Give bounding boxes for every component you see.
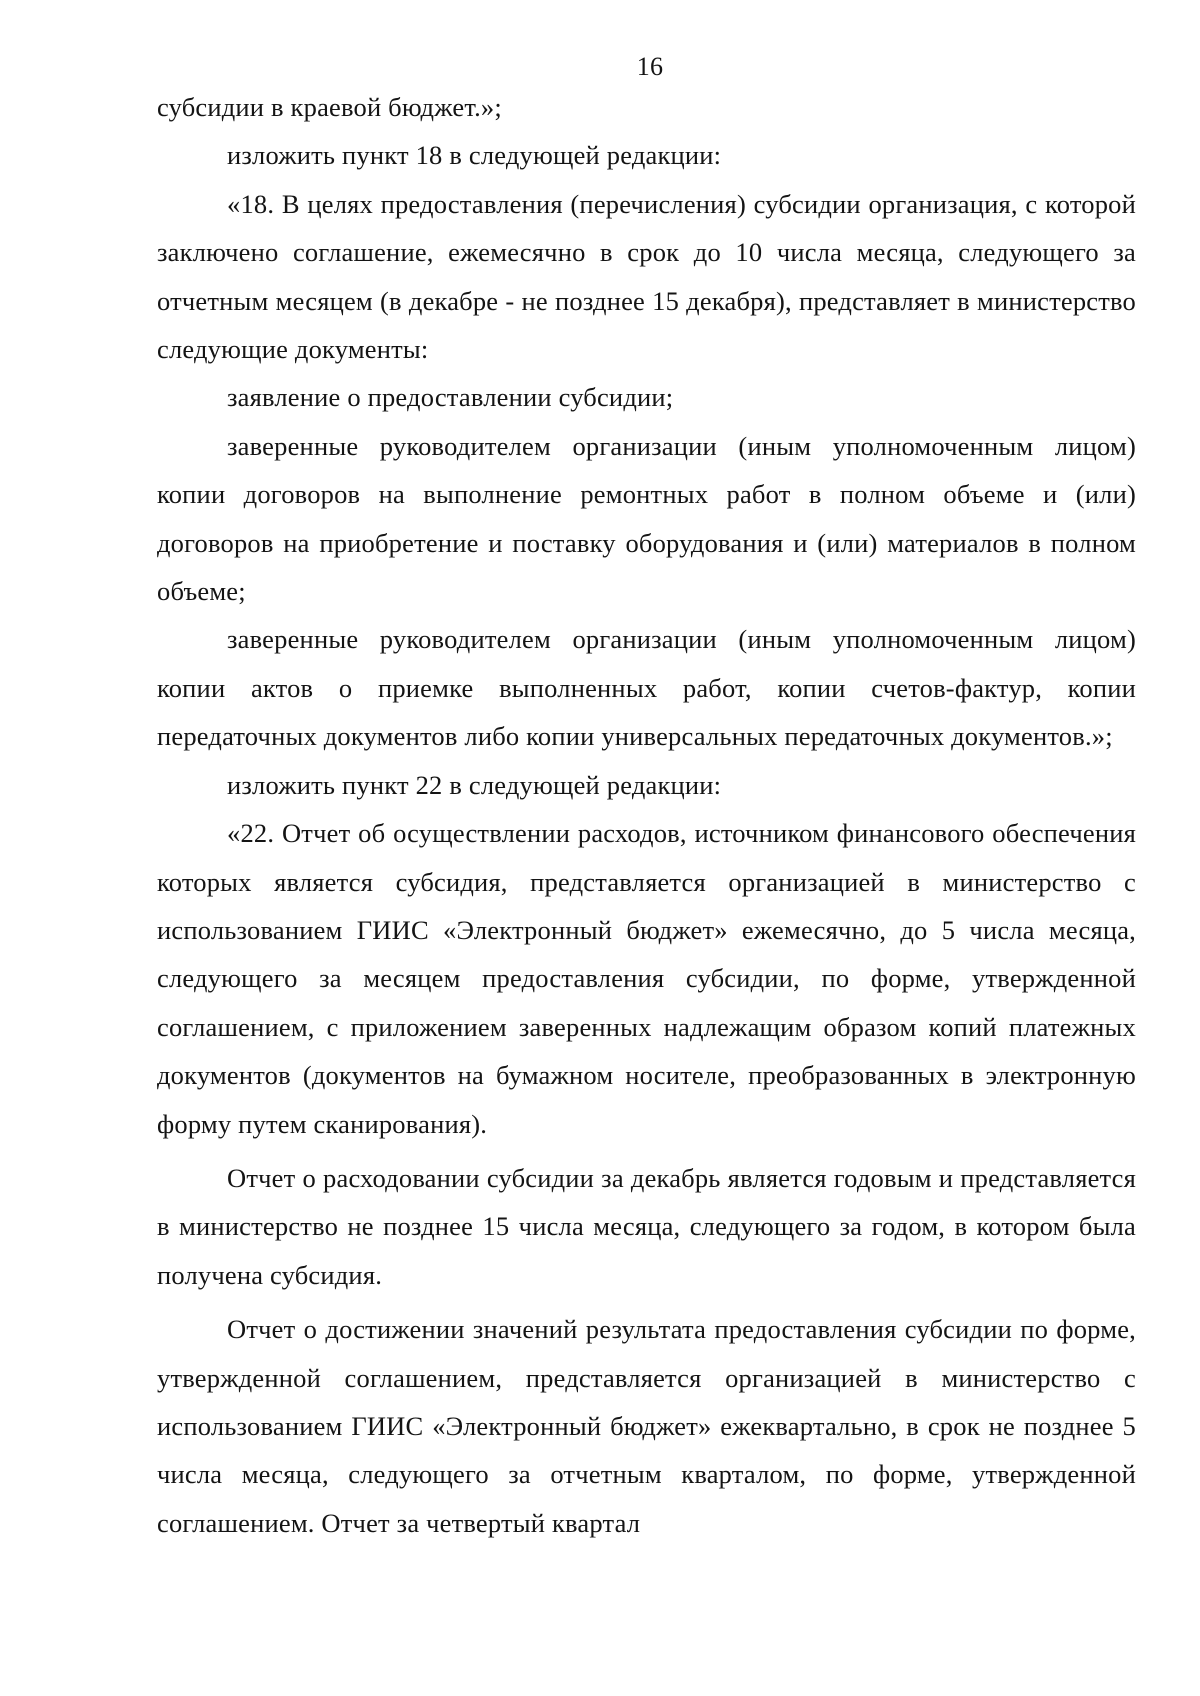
paragraph-6: заверенные руководителем организации (иным уполномоченным лицом) копии актов о приемке выполненных работ, копии счетов-фактур, копии передаточных документов либо копии универсальных передаточных документов.»; xyxy=(157,624,1136,752)
page-number: 16 xyxy=(636,52,664,81)
paragraph-3: «18. В целях предоставления (перечисления) субсидии организация, с которой заключено соглашение, ежемесячно в срок до 10 числа месяца, следующего за отчетным месяцем (в декабре - не позднее 15 декабря), представляет в министерство следующие документы: xyxy=(157,188,1136,365)
paragraph-10: Отчет о достижении значений результата предоставления субсидии по форме, утвержденной соглашением, представляется организацией в министерство с использованием ГИИС «Электронный бюджет» ежеквартально, в срок не позднее 5 числа месяца, следующего за отчетным кварталом, по форме, утвержденной соглашением. Отчет за четвертый квартал xyxy=(157,1314,1136,1538)
paragraph-5: заверенные руководителем организации (иным уполномоченным лицом) копии договоров на выполнение ремонтных работ в полном объеме и (или) договоров на приобретение и поставку оборудования и (или) материалов в полном объеме; xyxy=(157,430,1136,607)
paragraph-2: изложить пункт 18 в следующей редакции: xyxy=(227,140,722,171)
paragraph-8: «22. Отчет об осуществлении расходов, источником финансового обеспечения которых является субсидия, представляется организацией в министерство с использованием ГИИС «Электронный бюджет» ежемесячно, до 5 числа месяца, следующего за месяцем предоставления субсидии, по форме, утвержденной соглашением, с приложением заверенных надлежащим образом копий платежных документов (документов на бумажном носителе, преобразованных в электронную форму путем сканирования). xyxy=(157,818,1136,1139)
paragraph-1: субсидии в краевой бюджет.»; xyxy=(157,92,502,122)
document-body xyxy=(157,83,1136,1547)
paragraph-9: Отчет о расходовании субсидии за декабрь является годовым и представляется в министерство не позднее 15 числа месяца, следующего за годом, в котором была получена субсидия. xyxy=(157,1162,1136,1290)
paragraph-4: заявление о предоставлении субсидии; xyxy=(227,382,674,413)
paragraph-7: изложить пункт 22 в следующей редакции: xyxy=(227,769,722,800)
